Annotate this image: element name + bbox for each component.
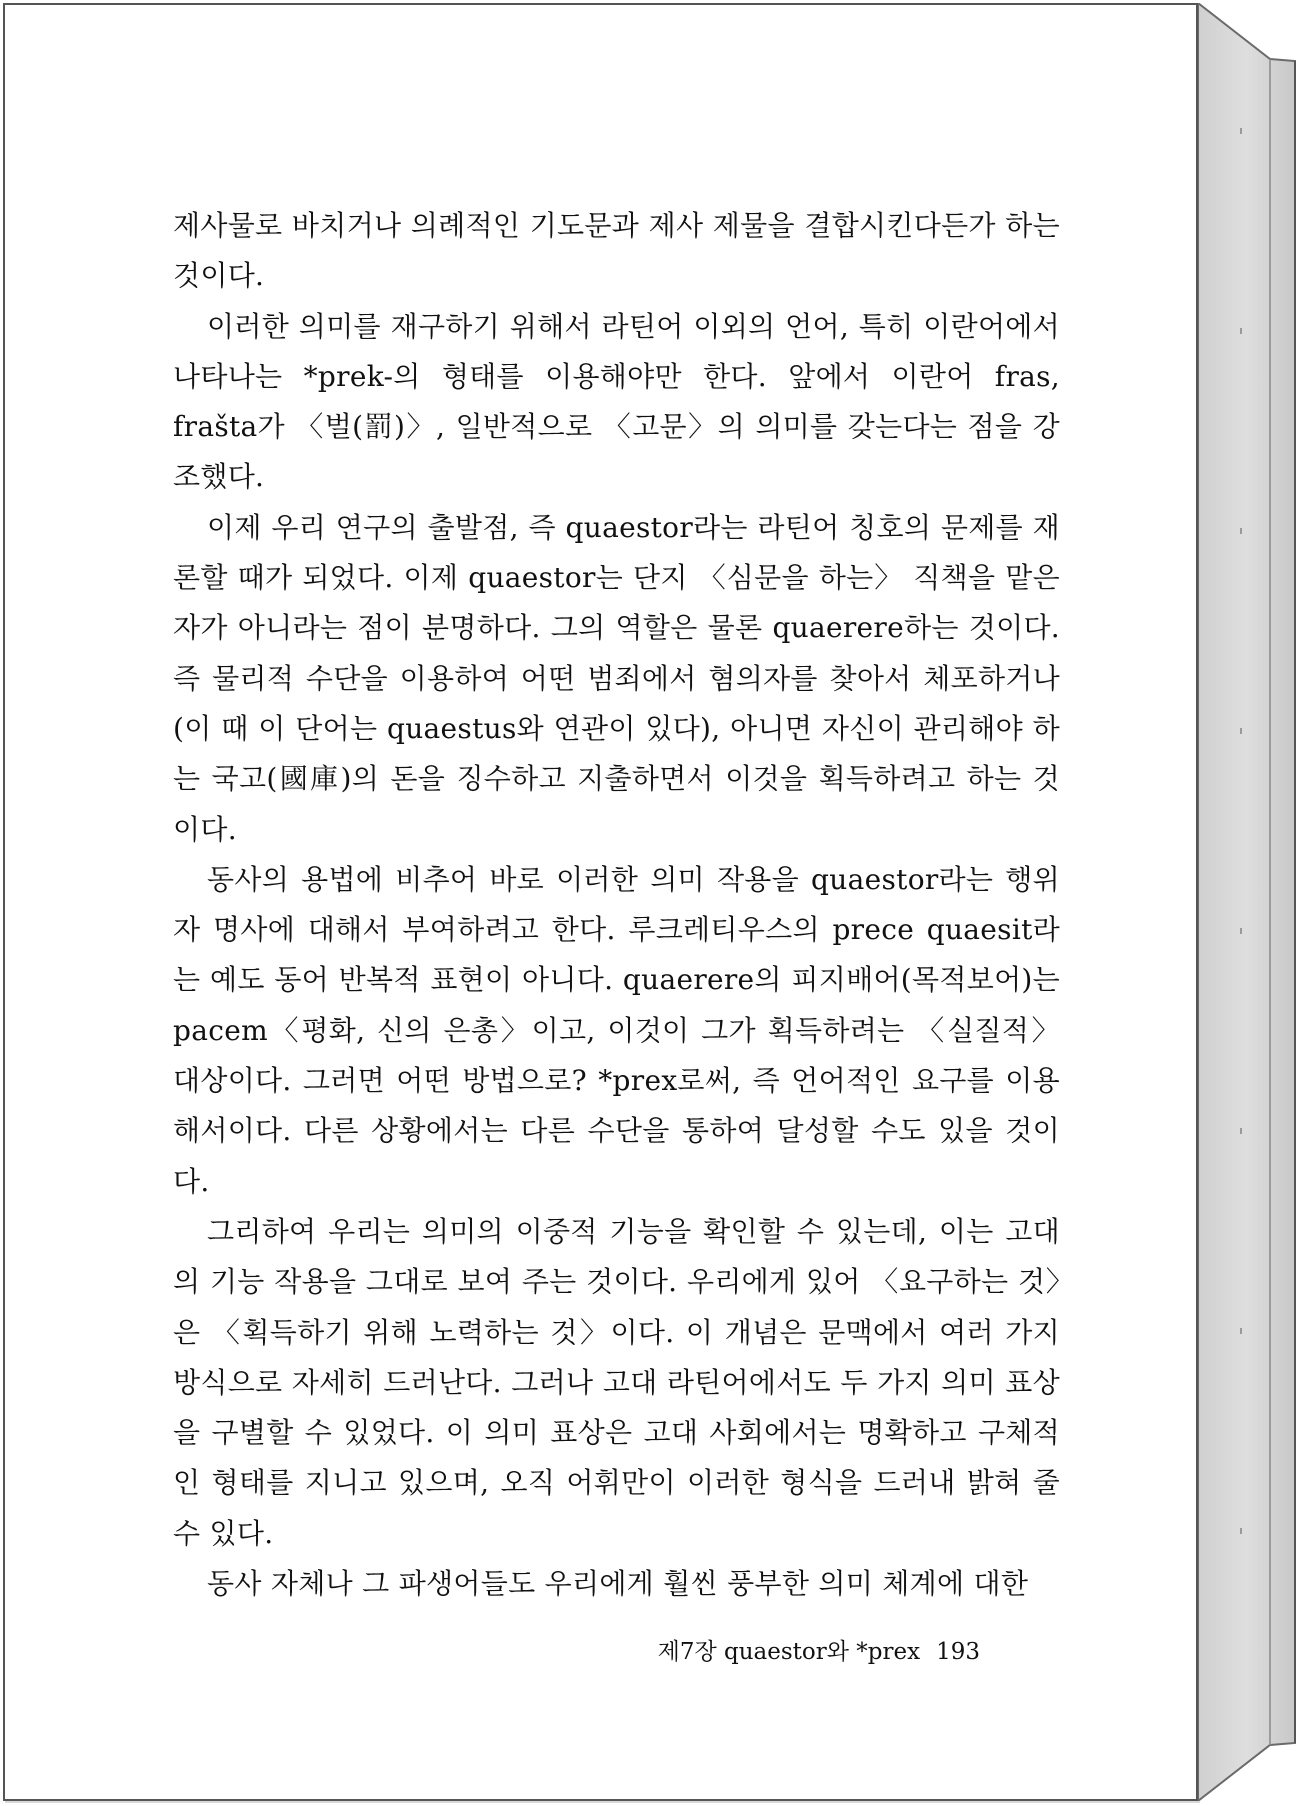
running-title: 제7장 quaestor와 *prex bbox=[657, 1639, 921, 1665]
paragraph: 동사 자체나 그 파생어들도 우리에게 훨씬 풍부한 의미 체계에 대한 bbox=[207, 1567, 1029, 1601]
paragraph: 이제 우리 연구의 출발점, 즉 quaestor라는 라틴어 칭호의 문제를 재론할 때가 되었다. 이제 quaestor는 단지 〈심문을 하는〉 직책을 맡은 자가 아니라는 점이 분명하다. 그의 역할은 물론 quaerere하는 것이다. 즉 물리적 수단을 이용하여 어떤 범죄에서 혐의자를 찾아서 체포하거나(이 때 이 단어는 quaestus와 연관이 있다), 아니면 자신이 관리해야 하는 국고(國庫)의 돈을 징수하고 지출하면서 이것을 획득하려고 하는 것이다. bbox=[173, 510, 1060, 846]
page-stack-edge-graphic bbox=[1198, 3, 1298, 1801]
book-edge bbox=[1198, 3, 1298, 1801]
book-page bbox=[3, 3, 1198, 1801]
paragraph-continued: 제사물로 바치거나 의례적인 기도문과 제사 제물을 결합시킨다든가 하는 것이다. bbox=[173, 209, 1060, 293]
page-number: 193 bbox=[936, 1639, 980, 1665]
paragraph: 동사의 용법에 비추어 바로 이러한 의미 작용을 quaestor라는 행위자 명사에 대해서 부여하려고 한다. 루크레티우스의 prece quaesit라는 예도 동어 반복적 표현이 아니다. quaerere의 피지배어(목적보어)는 pacem〈평화, 신의 은총〉이고, 이것이 그가 획득하려는 〈실질적〉 대상이다. 그러면 어떤 방법으로? *prex로써, 즉 언어적인 요구를 이용해서이다. 다른 상황에서는 다른 수단을 통하여 달성할 수도 있을 것이다. bbox=[173, 862, 1060, 1198]
body-text bbox=[173, 201, 1060, 1609]
paragraph: 이러한 의미를 재구하기 위해서 라틴어 이외의 언어, 특히 이란어에서 나타나는 *prek-의 형태를 이용해야만 한다. 앞에서 이란어 fras, frašta가 〈벌(罰)〉, 일반적으로 〈고문〉의 의미를 갖는다는 점을 강조했다. bbox=[173, 309, 1060, 494]
running-footer bbox=[658, 1633, 980, 1666]
paragraph: 그리하여 우리는 의미의 이중적 기능을 확인할 수 있는데, 이는 고대의 기능 작용을 그대로 보여 주는 것이다. 우리에게 있어 〈요구하는 것〉은 〈획득하기 위해 노력하는 것〉이다. 이 개념은 문맥에서 여러 가지 방식으로 자세히 드러난다. 그러나 고대 라틴어에서도 두 가지 의미 표상을 구별할 수 있었다. 이 의미 표상은 고대 사회에서는 명확하고 구체적인 형태를 지니고 있으며, 오직 어휘만이 이러한 형식을 드러내 밝혀 줄 수 있다. bbox=[173, 1214, 1060, 1550]
